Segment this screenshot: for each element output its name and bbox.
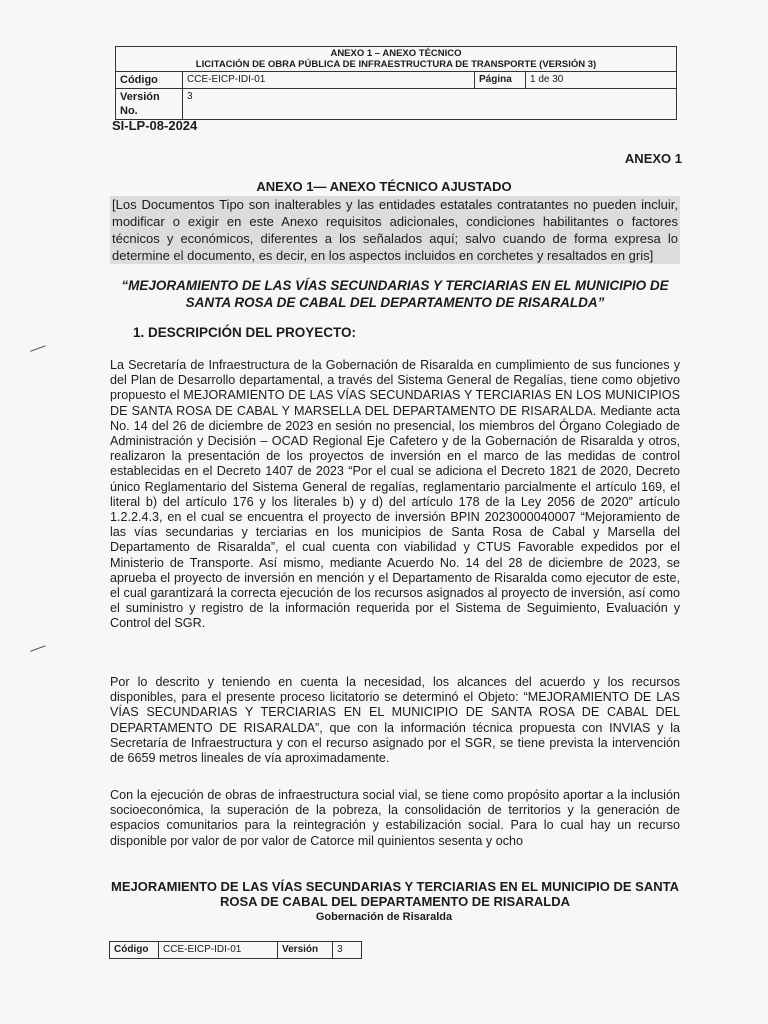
version-label: Versión No. <box>120 91 160 117</box>
footer-codigo-label: Código <box>114 944 149 955</box>
header-line-2: LICITACIÓN DE OBRA PÚBLICA DE INFRAESTRUCTURA DE TRANSPORTE (VERSIÓN 3) <box>195 59 597 70</box>
codigo-label: Código <box>120 74 158 86</box>
header-title <box>116 47 676 71</box>
footer-title: MEJORAMIENTO DE LAS VÍAS SECUNDARIAS Y TERCIARIAS EN EL MUNICIPIO DE SANTA ROSA DE CABAL DEL DEPARTAMENTO DE RISARALDA <box>111 879 679 909</box>
section-1-heading: 1. DESCRIPCIÓN DEL PROYECTO: <box>133 325 357 340</box>
anexo-title: ANEXO 1— ANEXO TÉCNICO AJUSTADO <box>256 179 512 194</box>
paragraph-3: Con la ejecución de obras de infraestructura social vial, se tiene como propósito aportar a la inclusión socioeconómica, la superación de la pobreza, la consolidación de territorios y la generación de espacios comunitarios para la reintegración y estabilización social. Para lo cual hay un recurso disponible por valor de por valor de Catorce mil quinientos sesenta y ocho <box>110 788 680 848</box>
paragraph-2: Por lo descrito y teniendo en cuenta la necesidad, los alcances del acuerdo y los recursos disponibles, para el presente proceso licitatorio se determinó el Objeto: “MEJORAMIENTO DE LAS VÍAS SECUNDARIAS Y TERCIARIAS EN EL MUNICIPIO DE SANTA ROSA DE CABAL DEL DEPARTAMENTO DE RISARALDA”, que con la información técnica propuesta con INVIAS y la Secretaría de Infraestructura y con el recurso asignado por el SGR, se tiene prevista la intervención de 6659 metros lineales de vía aproximadamente. <box>110 675 680 766</box>
footer-version-value: 3 <box>332 942 361 958</box>
anexo-label: ANEXO 1 <box>624 151 682 166</box>
header-table <box>115 46 677 120</box>
scan-mark <box>30 645 45 651</box>
header-line-1: ANEXO 1 – ANEXO TÉCNICO <box>330 48 462 59</box>
footer-table <box>109 941 362 959</box>
reference-number: SI-LP-08-2024 <box>112 118 198 133</box>
scan-mark <box>30 345 45 351</box>
footer-version-label: Versión <box>277 942 332 958</box>
pagina-value: 1 de 30 <box>525 72 676 88</box>
paragraph-1: La Secretaría de Infraestructura de la Gobernación de Risaralda en cumplimiento de sus funciones y del Plan de Desarrollo departamental, a través del Sistema General de Regalías, tiene como objetivo propuesto el MEJORAMIENTO DE LAS VÍAS SECUNDARIAS Y TERCIARIAS EN LOS MUNICIPIOS DE SANTA ROSA DE CABAL Y MARSELLA DEL DEPARTAMENTO DE RISARALDA. Mediante acta No. 14 del 26 de diciembre de 2023 en sesión no presencial, los miembros del Órgano Colegiado de Administración y Decisión – OCAD Regional Eje Cafetero y de la Gobernación de Risaralda y otros, realizaron la presentación de los proyectos de inversión en el marco de las medidas de control establecidas en el Decreto 1407 de 2023 “Por el cual se adiciona el Decreto 1821 de 2020, Decreto único Reglamentario del Sistema General de regalías, reglamentario parcialmente el artículo 169, el literal b) del artículo 176 y los literales b) y d) del artículo 178 de la Ley 2056 de 2020” artículo 1.2.2.4.3, en el cual se encuentra el proyecto de inversión BPIN 2023000040007 “Mejoramiento de las vías secundarias y terciarias en los municipios de Santa Rosa de Cabal y Marsella del Departamento de Risaralda”, el cual cuenta con viabilidad y CTUS Favorable expedidos por el Ministerio de Transporte. Así mismo, mediante Acuerdo No. 14 del 28 de diciembre de 2023, se aprueba el proyecto de inversión en mención y el Departamento de Risaralda como ejecutor de este, el cual garantizará la correcta ejecución de los recursos asignados al proyecto de inversión, así como el suministro y registro de la información requerida por el Sistema de Seguimiento, Evaluación y Control del SGR. <box>110 358 680 631</box>
highlighted-note: [Los Documentos Tipo son inalterables y las entidades estatales contratantes no pueden incluir, modificar o exigir en este Anexo requisitos adicionales, condiciones habilitantes o factores técnicos y económicos, diferentes a los señalados aquí; salvo cuando de forma expresa lo determine el documento, es decir, en los aspectos incluidos en corchetes y resaltados en gris] <box>112 197 678 263</box>
version-value: 3 <box>182 89 676 119</box>
pagina-label: Página <box>474 72 525 88</box>
footer-organization: Gobernación de Risaralda <box>315 911 453 923</box>
footer-codigo-value: CCE-EICP-IDI-01 <box>158 942 277 958</box>
project-title: “MEJORAMIENTO DE LAS VÍAS SECUNDARIAS Y TERCIARIAS EN EL MUNICIPIO DE SANTA ROSA DE CABAL DEL DEPARTAMENTO DE RISARALDA” <box>121 278 669 310</box>
codigo-value: CCE-EICP-IDI-01 <box>182 72 474 88</box>
